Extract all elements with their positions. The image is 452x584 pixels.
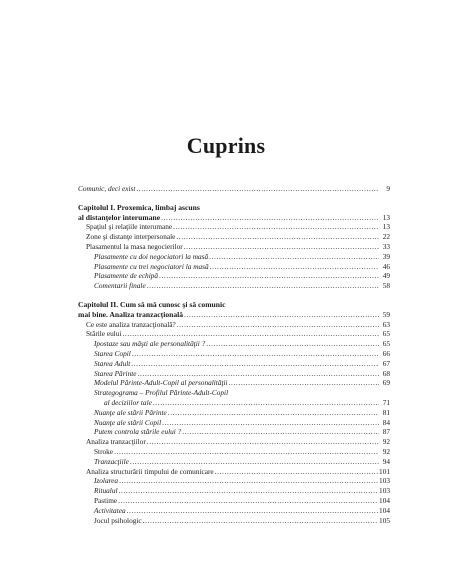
dot-leader	[182, 427, 379, 437]
toc-entry[interactable]	[78, 242, 390, 252]
dot-leader	[119, 476, 378, 486]
dot-leader	[130, 457, 379, 467]
toc-page-number: 65	[382, 339, 390, 349]
dot-leader	[168, 408, 379, 418]
dot-leader	[136, 184, 379, 194]
toc-entry-label: Plasamente de echipă	[94, 271, 159, 281]
toc-entry-label: Nuanţe ale stării Copil	[94, 417, 162, 427]
toc-entry[interactable]	[78, 184, 390, 194]
dot-leader	[177, 320, 379, 330]
dot-leader	[118, 496, 378, 506]
toc-page-number: 65	[382, 329, 390, 339]
toc-entry-label: mai bine. Analiza tranzacţională	[78, 309, 184, 319]
toc-page-number: 81	[382, 407, 390, 417]
toc-entry-label: Starea Părinte	[94, 368, 137, 378]
toc-entry[interactable]	[78, 232, 390, 242]
dot-leader	[153, 398, 379, 408]
toc-entry[interactable]	[78, 476, 390, 486]
toc-entry-label: Stroke	[94, 446, 114, 456]
toc-entry-label: Strategograma – Profilul Părinte-Adult-Copil	[94, 388, 229, 398]
dot-leader	[159, 271, 379, 281]
toc-entry-label: Plasamente cu trei negociatori la masă	[94, 261, 209, 271]
toc-page-number: 9	[386, 184, 390, 193]
toc-entry[interactable]	[78, 408, 390, 418]
toc-page-number: 94	[382, 456, 390, 466]
toc-page-number: 84	[382, 417, 390, 427]
toc-entry[interactable]	[78, 262, 390, 272]
toc-entry[interactable]	[78, 418, 390, 428]
table-of-contents	[78, 184, 390, 525]
toc-page-number: 101	[379, 466, 390, 476]
dot-leader	[161, 213, 379, 223]
toc-entry[interactable]	[78, 457, 390, 467]
toc-entry[interactable]	[78, 437, 390, 447]
toc-page-number: 22	[382, 232, 390, 242]
toc-entry-label: Stările eului	[86, 329, 122, 339]
toc-entry[interactable]	[78, 388, 390, 398]
toc-entry-label: al distanţelor interumane	[78, 212, 161, 222]
toc-page-number: 71	[382, 397, 390, 407]
toc-entry[interactable]	[78, 486, 390, 496]
toc-entry[interactable]	[78, 329, 390, 339]
toc-entry[interactable]	[78, 516, 390, 526]
dot-leader	[147, 437, 379, 447]
dot-leader	[209, 252, 379, 262]
toc-entry-label: Zone şi distanţe interpersonale	[86, 232, 176, 242]
toc-page-number: 39	[382, 251, 390, 261]
toc-entry-label: Ipostaze sau măşti ale personalităţii ?	[94, 339, 206, 349]
dot-leader	[131, 359, 379, 369]
toc-entry-label: Modelul Părinte-Adult-Copil al personalităţii	[94, 378, 228, 388]
toc-entry[interactable]	[78, 398, 390, 408]
toc-page-number: 66	[382, 348, 390, 358]
toc-page-number: 69	[382, 378, 390, 388]
toc-entry-label: Nuanţe ale stării Părinte	[94, 407, 167, 417]
toc-entry[interactable]	[78, 222, 390, 232]
dot-leader	[138, 369, 380, 379]
toc-entry[interactable]	[78, 359, 390, 369]
toc-entry-label: Ce este analiza tranzacţională?	[86, 319, 176, 329]
toc-page-number: 67	[382, 358, 390, 368]
toc-entry-label: Ritualul	[94, 486, 118, 496]
toc-page-number: 46	[382, 261, 390, 271]
toc-entry-label: Starea Copil	[94, 348, 131, 358]
toc-page-number: 58	[382, 281, 390, 291]
toc-entry-label: Pastime	[94, 495, 118, 505]
dot-leader	[184, 310, 379, 320]
toc-entry-label: Comunic, deci exist	[78, 184, 136, 193]
toc-page-number: 59	[382, 309, 390, 319]
toc-entry-label: Putem controla stările eului ?	[94, 427, 182, 437]
toc-entry[interactable]	[78, 496, 390, 506]
toc-entry[interactable]	[78, 427, 390, 437]
dot-leader	[147, 281, 379, 291]
toc-page-number: 104	[379, 505, 390, 515]
dot-leader	[215, 467, 378, 477]
toc-entry-label: Activitatea	[94, 505, 126, 515]
toc-entry[interactable]	[78, 310, 390, 320]
toc-page-number: 105	[379, 515, 390, 525]
dot-leader	[162, 418, 379, 428]
toc-entry[interactable]	[78, 320, 390, 330]
toc-page-number: 104	[379, 495, 390, 505]
toc-entry[interactable]	[78, 252, 390, 262]
toc-spacer	[78, 194, 390, 203]
toc-page-number: 103	[379, 476, 390, 486]
toc-entry-label: al deciziilor tale	[104, 397, 152, 407]
dot-leader	[143, 516, 378, 526]
dot-leader	[206, 339, 379, 349]
toc-entry[interactable]	[78, 506, 390, 516]
toc-entry-label: Spaţiul şi relaţiile interumane	[86, 222, 173, 232]
dot-leader	[176, 232, 379, 242]
dot-leader	[184, 242, 379, 252]
toc-entry[interactable]	[78, 271, 390, 281]
toc-entry-label: Tranzacţiile	[94, 456, 129, 466]
toc-entry[interactable]	[78, 378, 390, 388]
toc-entry[interactable]	[78, 339, 390, 349]
toc-page-number: 63	[382, 319, 390, 329]
dot-leader	[127, 506, 378, 516]
toc-page-number: 92	[382, 437, 390, 447]
dot-leader	[132, 349, 379, 359]
toc-entry[interactable]	[78, 349, 390, 359]
toc-entry-label: Comentarii finale	[94, 281, 146, 291]
page-title: Cuprins	[186, 133, 266, 158]
toc-page-number: 13	[382, 212, 390, 222]
toc-page-number: 87	[382, 427, 390, 437]
chapter-heading: Capitolul I. Proxemica, limbaj ascuns	[78, 202, 200, 212]
toc-page-number: 49	[382, 271, 390, 281]
dot-leader	[119, 486, 379, 496]
toc-entry[interactable]	[78, 467, 390, 477]
toc-spacer	[78, 291, 390, 300]
toc-page-number: 103	[379, 486, 390, 496]
toc-page-number: 33	[382, 241, 390, 251]
toc-entry[interactable]	[78, 281, 390, 291]
toc-entry-label: Analiza structurării timpului de comunicare	[86, 466, 214, 476]
toc-entry[interactable]	[78, 369, 390, 379]
dot-leader	[229, 378, 379, 388]
dot-leader	[210, 262, 379, 272]
toc-entry-label: Plasamentul la masa negocierilor	[86, 241, 183, 251]
dot-leader	[114, 447, 379, 457]
toc-entry-label: Analiza tranzacţiilor	[86, 437, 146, 447]
chapter-heading: Capitolul II. Cum să mă cunosc şi să comunic	[78, 299, 226, 309]
toc-entry[interactable]	[78, 213, 390, 223]
toc-entry[interactable]	[78, 447, 390, 457]
dot-leader	[122, 329, 379, 339]
toc-entry-label: Plasamente cu doi negociatori la masă	[94, 251, 209, 261]
toc-entry-label: Jocul psihologic	[94, 515, 142, 525]
toc-entry-label: Starea Adult	[94, 358, 131, 368]
toc-page-number: 13	[382, 222, 390, 232]
toc-page-number: 92	[382, 446, 390, 456]
dot-leader	[173, 222, 379, 232]
toc-entry-label: Izolarea	[94, 476, 119, 486]
toc-page-number: 68	[382, 368, 390, 378]
